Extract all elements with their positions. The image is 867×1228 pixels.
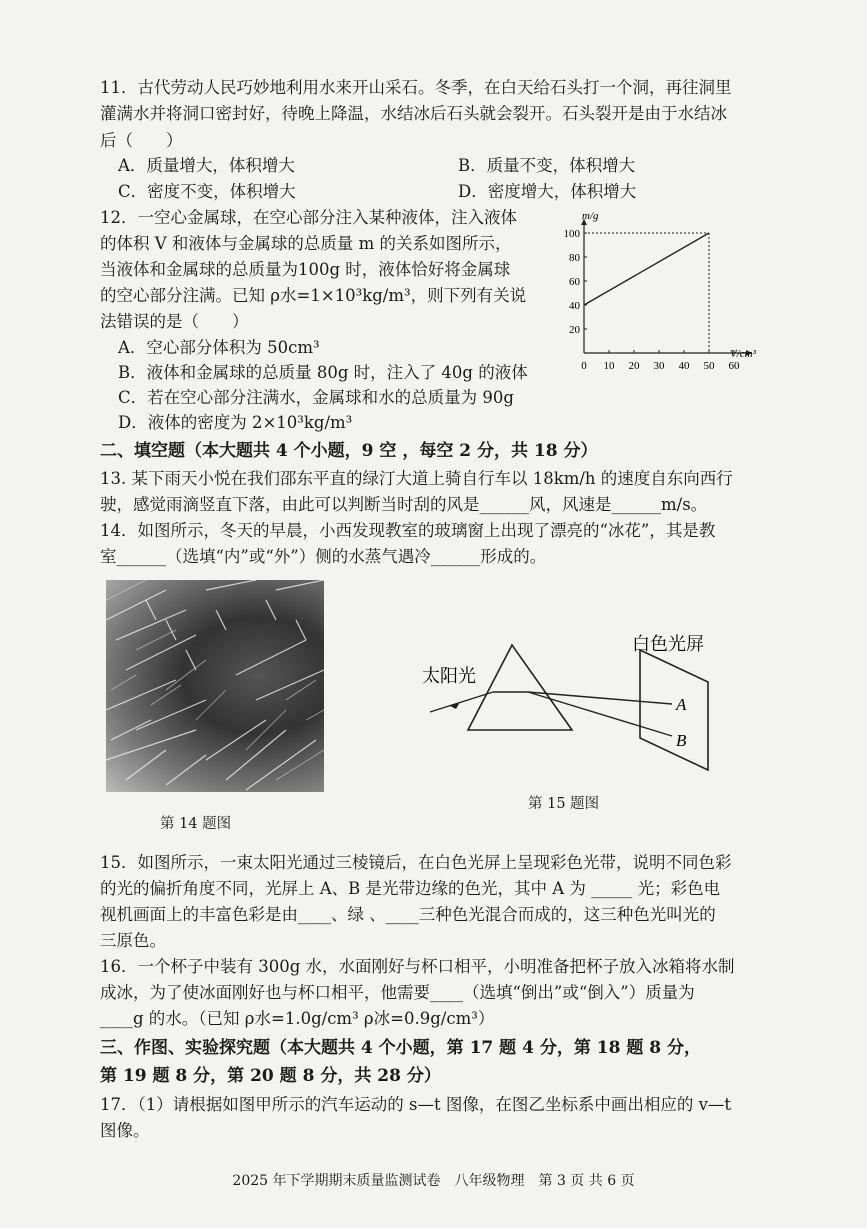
q13-line2: 驶，感觉雨滴竖直下落，由此可以判断当时刮的风是______风，风速是______m/s。 (100, 495, 708, 514)
incident-ray (430, 692, 493, 712)
q12-option-d: D．液体的密度为 2×10³kg/m³ (118, 413, 353, 432)
y-tick-label: 100 (563, 228, 580, 240)
q12-option-c: C．若在空心部分注满水，金属球和水的总质量为 90g (118, 388, 514, 407)
graph-axes (581, 219, 752, 356)
q11-option-d: D．密度增大，体积增大 (458, 182, 637, 201)
page-footer: 2025 年下学期期末质量监测试卷 八年级物理 第 3 页 共 6 页 (232, 1173, 635, 1189)
ice-flower-photo (106, 580, 324, 792)
q15-line4: 三原色。 (100, 931, 166, 950)
graph-series (584, 233, 709, 353)
graph-y-label: m/g (582, 210, 599, 222)
q12-line3: 当液体和金属球的总质量为100g 时，液体恰好将金属球 (100, 260, 511, 279)
q17-line2: 图像。 (100, 1121, 150, 1140)
series-line (584, 233, 709, 305)
q12-option-b: B．液体和金属球的总质量 80g 时，注入了 40g 的液体 (118, 363, 528, 382)
q14-line2: 室______（选填“内”或“外”）侧的水蒸气遇冷______形成的。 (100, 547, 547, 566)
x-tick-label: 10 (603, 360, 615, 372)
point-b-label: B (676, 731, 687, 750)
q15-prism-diagram (410, 620, 730, 780)
section3-heading-line1: 三、作图、实验探究题（本大题共 4 个小题，第 17 题 4 分，第 18 题 8 分， (100, 1038, 701, 1058)
q15-line2: 的光的偏折角度不同，光屏上 A、B 是光带边缘的色光，其中 A 为 _____ 光；彩色电 (100, 879, 721, 898)
q14-figure-caption: 第 14 题图 (160, 816, 232, 832)
q14-line1: 14．如图所示，冬天的早晨，小西发现教室的玻璃窗上出现了漂亮的“冰花”，其是教 (100, 521, 716, 540)
x-tick-label: 20 (628, 360, 640, 372)
q12-mass-volume-graph (556, 205, 756, 395)
q12-line2: 的体积 V 和液体与金属球的总质量 m 的关系如图所示， (100, 234, 512, 253)
prism-triangle (468, 645, 572, 730)
q12-line4: 的空心部分注满。已知 ρ水=1×10³kg/m³，则下列有关说 (100, 286, 527, 305)
q11-line2: 灌满水并将洞口密封好，待晚上降温，水结冰后石头就会裂开。石头裂开是由于水结冰 (100, 104, 727, 123)
x-tick-label: 30 (653, 360, 665, 372)
section2-heading: 二、填空题（本大题共 4 个小题，9 空 ，每空 2 分，共 18 分） (100, 441, 598, 461)
white-screen (640, 650, 708, 770)
sunlight-label: 太阳光 (422, 666, 476, 687)
graph-ticks (564, 228, 741, 372)
point-a-label: A (676, 695, 687, 714)
x-tick-label: 40 (678, 360, 690, 372)
q16-line1: 16．一个杯子中装有 300g 水，水面刚好与杯口相平，小明准备把杯子放入冰箱将水制 (100, 957, 735, 976)
q12-option-a: A．空心部分体积为 50cm³ (118, 338, 320, 357)
y-tick-label: 20 (569, 324, 580, 336)
incident-arrow (450, 702, 460, 709)
q12-line5: 法错误的是（ ） (100, 312, 249, 331)
q15-line1: 15．如图所示，一束太阳光通过三棱镜后，在白色光屏上呈现彩色光带，说明不同色彩 (100, 853, 732, 872)
x-tick-label: 0 (581, 360, 587, 372)
q13-line1: 13. 某下雨天小悦在我们邵东平直的绿汀大道上骑自行车以 18km/h 的速度自东向西行 (100, 469, 733, 488)
graph-x-label: V/cm³ (730, 348, 756, 360)
q15-line3: 视机画面上的丰富色彩是由____、绿 、____三种色光混合而成的，这三种色光叫光的 (100, 905, 716, 924)
section3-heading-line2: 第 19 题 8 分，第 20 题 8 分，共 28 分） (100, 1066, 441, 1086)
q11-option-b: B．质量不变，体积增大 (458, 156, 636, 175)
q11-line3: 后（ ） (100, 131, 183, 150)
q17-line1: 17．（1）请根据如图甲所示的汽车运动的 s—t 图像，在图乙坐标系中画出相应的 v—t (100, 1095, 732, 1114)
y-tick-label: 60 (569, 276, 580, 288)
q12-line1: 12．一空心金属球，在空心部分注入某种液体，注入液体 (100, 208, 517, 227)
y-tick-label: 40 (569, 300, 580, 312)
y-tick-label: 80 (569, 252, 580, 264)
x-tick-label: 50 (703, 360, 715, 372)
q15-figure-caption: 第 15 题图 (528, 796, 600, 812)
q11-line1: 11．古代劳动人民巧妙地利用水来开山采石。冬季，在白天给石头打一个洞，再往洞里 (100, 78, 732, 97)
q16-line3: ____g 的水。（已知 ρ水=1.0g/cm³ ρ冰=0.9g/cm³） (100, 1009, 495, 1028)
q16-line2: 成冰，为了使冰面刚好也与杯口相平，他需要____（选填“倒出”或“倒入”）质量为 (100, 983, 695, 1002)
screen-label: 白色光屏 (632, 634, 704, 655)
q11-option-c: C．密度不变，体积增大 (118, 182, 296, 201)
q11-option-a: A．质量增大，体积增大 (118, 156, 295, 175)
x-tick-label: 60 (728, 360, 740, 372)
